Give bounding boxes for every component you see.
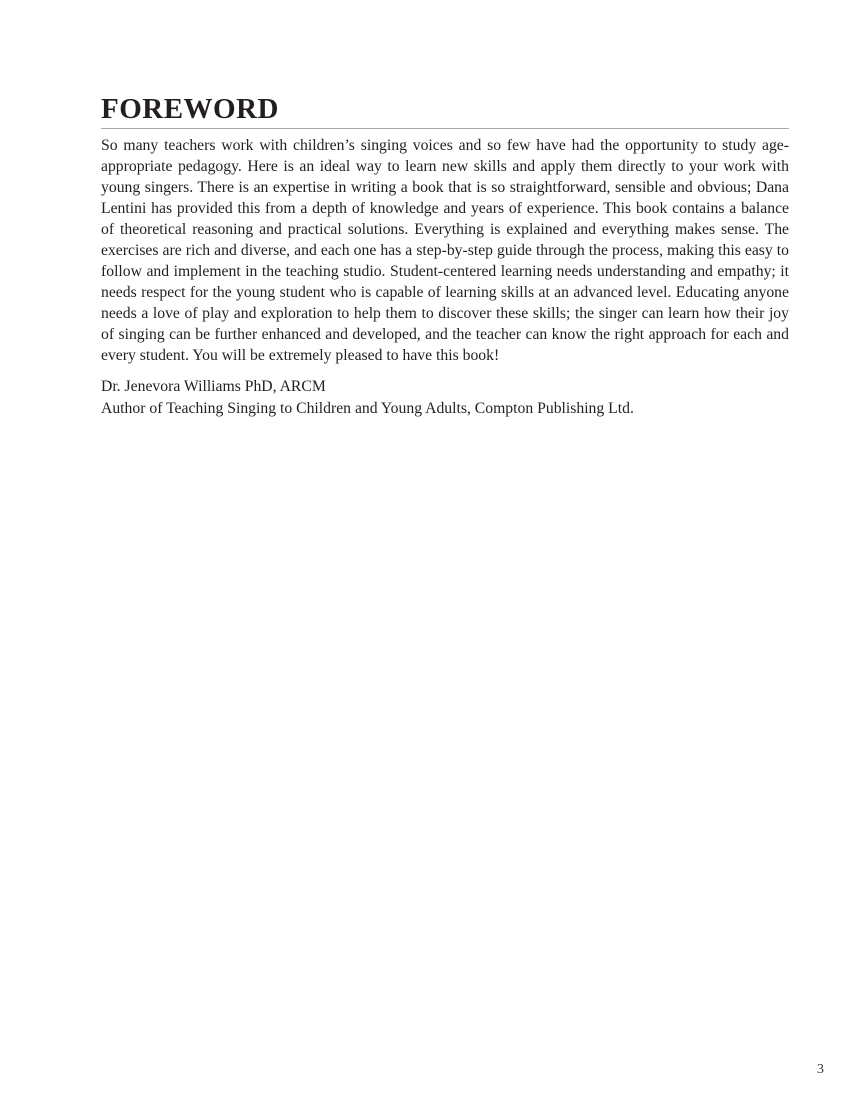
page-number: 3: [817, 1062, 824, 1077]
page-title: FOREWORD: [101, 93, 279, 125]
signature-name: Dr. Jenevora Williams PhD, ARCM: [101, 378, 326, 395]
text-column: [101, 93, 789, 419]
foreword-paragraph: So many teachers work with children’s singing voices and so few have had the opportunity to study age-appropriate pedagogy. Here is an ideal way to learn new skills and apply them directly to your work with young singers. There is an expertise in writing a book that is so straightforward, sensible and obvious; Dana Lentini has provided this from a depth of knowledge and years of experience. This book contains a balance of theoretical reasoning and practical solutions. Everything is explained and everything makes sense. The exercises are rich and diverse, and each one has a step-by-step guide through the process, making this easy to follow and implement in the teaching studio. Student-centered learning needs understanding and empathy; it needs respect for the young student who is capable of learning skills at an advanced level. Educating anyone needs a love of play and exploration to help them to discover these skills; the singer can learn how their joy of singing can be further enhanced and developed, and the teacher can know the right approach for each and every student. You will be extremely pleased to have this book!: [101, 137, 789, 364]
heading-rule: [101, 128, 789, 129]
signature-title: Author of Teaching Singing to Children and Young Adults, Compton Publishing Ltd.: [101, 400, 634, 417]
